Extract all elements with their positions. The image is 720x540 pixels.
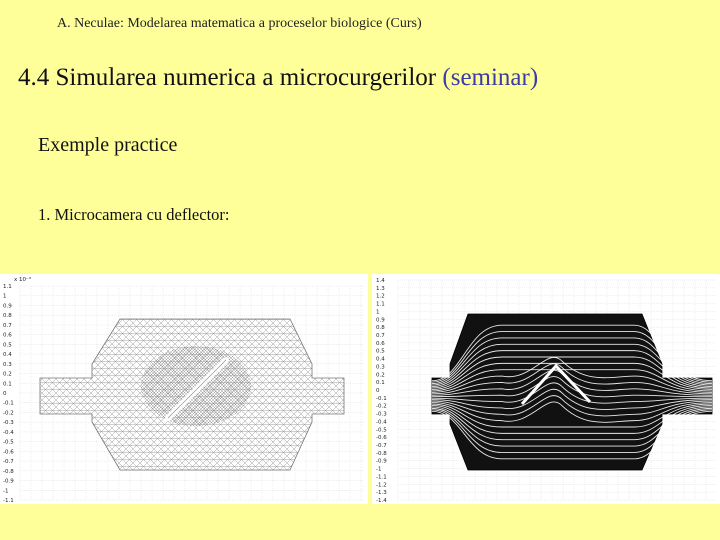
y-tick-label: -0.9 bbox=[376, 458, 387, 465]
y-tick-label: -0.8 bbox=[3, 468, 14, 475]
y-tick-label: -0.8 bbox=[376, 450, 387, 457]
y-tick-label: 0.1 bbox=[3, 381, 12, 388]
y-tick-label: 0.2 bbox=[3, 371, 12, 378]
y-tick-label: 0.8 bbox=[376, 325, 385, 332]
y-tick-label: 1.1 bbox=[3, 284, 12, 290]
y-tick-label: 1 bbox=[3, 293, 7, 300]
y-tick-label: -1.3 bbox=[376, 490, 387, 497]
y-tick-label: -0.4 bbox=[3, 429, 14, 436]
y-tick-label: 0.8 bbox=[3, 313, 12, 320]
y-tick-label: 0.4 bbox=[376, 356, 385, 363]
section-subtitle: Exemple practice bbox=[38, 134, 178, 156]
y-tick-label: -1.2 bbox=[376, 482, 387, 489]
y-tick-label: 0.6 bbox=[376, 340, 385, 347]
flow-domain bbox=[432, 314, 712, 470]
y-tick-label: 0.7 bbox=[376, 333, 385, 339]
y-tick-label: 0.1 bbox=[376, 380, 385, 387]
y-tick-label: 0.4 bbox=[3, 352, 12, 359]
y-tick-label: -0.2 bbox=[376, 403, 387, 410]
y-tick-label: -0.3 bbox=[3, 420, 14, 427]
y-tick-label: -0.9 bbox=[3, 478, 14, 485]
y-tick-label: 0 bbox=[376, 388, 380, 394]
exponent-label: x 10⁻³ bbox=[14, 277, 32, 283]
y-tick-label: -0.7 bbox=[376, 443, 387, 449]
title-main: 4.4 Simularea numerica a microcurgerilor bbox=[18, 64, 443, 91]
y-tick-label: -0.1 bbox=[3, 400, 14, 407]
y-tick-label: -0.7 bbox=[3, 459, 14, 466]
mesh-plot bbox=[0, 274, 368, 504]
y-tick-label: 0.6 bbox=[3, 332, 12, 339]
y-tick-label: -0.6 bbox=[3, 449, 14, 456]
y-tick-label: -0.5 bbox=[376, 427, 387, 434]
y-tick-label: -0.6 bbox=[376, 435, 387, 442]
y-tick-label: 1.1 bbox=[376, 301, 385, 308]
title-accent: (seminar) bbox=[442, 64, 539, 91]
y-tick-label: 0.2 bbox=[376, 372, 385, 379]
y-tick-label: 0.3 bbox=[376, 364, 385, 371]
y-tick-label: -1.1 bbox=[3, 498, 14, 504]
y-tick-label: 0.9 bbox=[3, 303, 12, 310]
mesh-figure bbox=[0, 274, 368, 504]
course-header: A. Neculae: Modelarea matematica a proceselor biologice (Curs) bbox=[57, 16, 422, 31]
y-tick-label: 0 bbox=[3, 391, 7, 397]
y-tick-label: 1.4 bbox=[376, 278, 385, 284]
y-tick-label: -0.4 bbox=[376, 419, 387, 426]
example-item: 1. Microcamera cu deflector: bbox=[38, 205, 230, 224]
y-tick-label: 0.7 bbox=[3, 322, 12, 329]
y-tick-label: -0.3 bbox=[376, 411, 387, 418]
streamline-plot bbox=[372, 274, 720, 504]
y-tick-label: -0.5 bbox=[3, 439, 14, 446]
y-tick-label: 0.5 bbox=[3, 342, 12, 349]
y-tick-label: 0.5 bbox=[376, 348, 385, 355]
y-tick-label: -1 bbox=[3, 488, 9, 495]
streamline-figure bbox=[372, 274, 720, 504]
y-tick-label: -1.1 bbox=[376, 474, 387, 481]
y-tick-label: -0.2 bbox=[3, 410, 14, 417]
y-tick-label: 1 bbox=[376, 309, 380, 316]
y-tick-label: -0.1 bbox=[376, 395, 387, 402]
y-tick-label: -1.4 bbox=[376, 498, 387, 504]
y-tick-label: 0.9 bbox=[376, 317, 385, 324]
y-tick-label: 1.3 bbox=[376, 285, 385, 292]
slide-title bbox=[18, 64, 538, 92]
y-tick-label: 1.2 bbox=[376, 293, 385, 300]
y-tick-label: 0.3 bbox=[3, 361, 12, 368]
y-tick-label: -1 bbox=[376, 466, 382, 473]
